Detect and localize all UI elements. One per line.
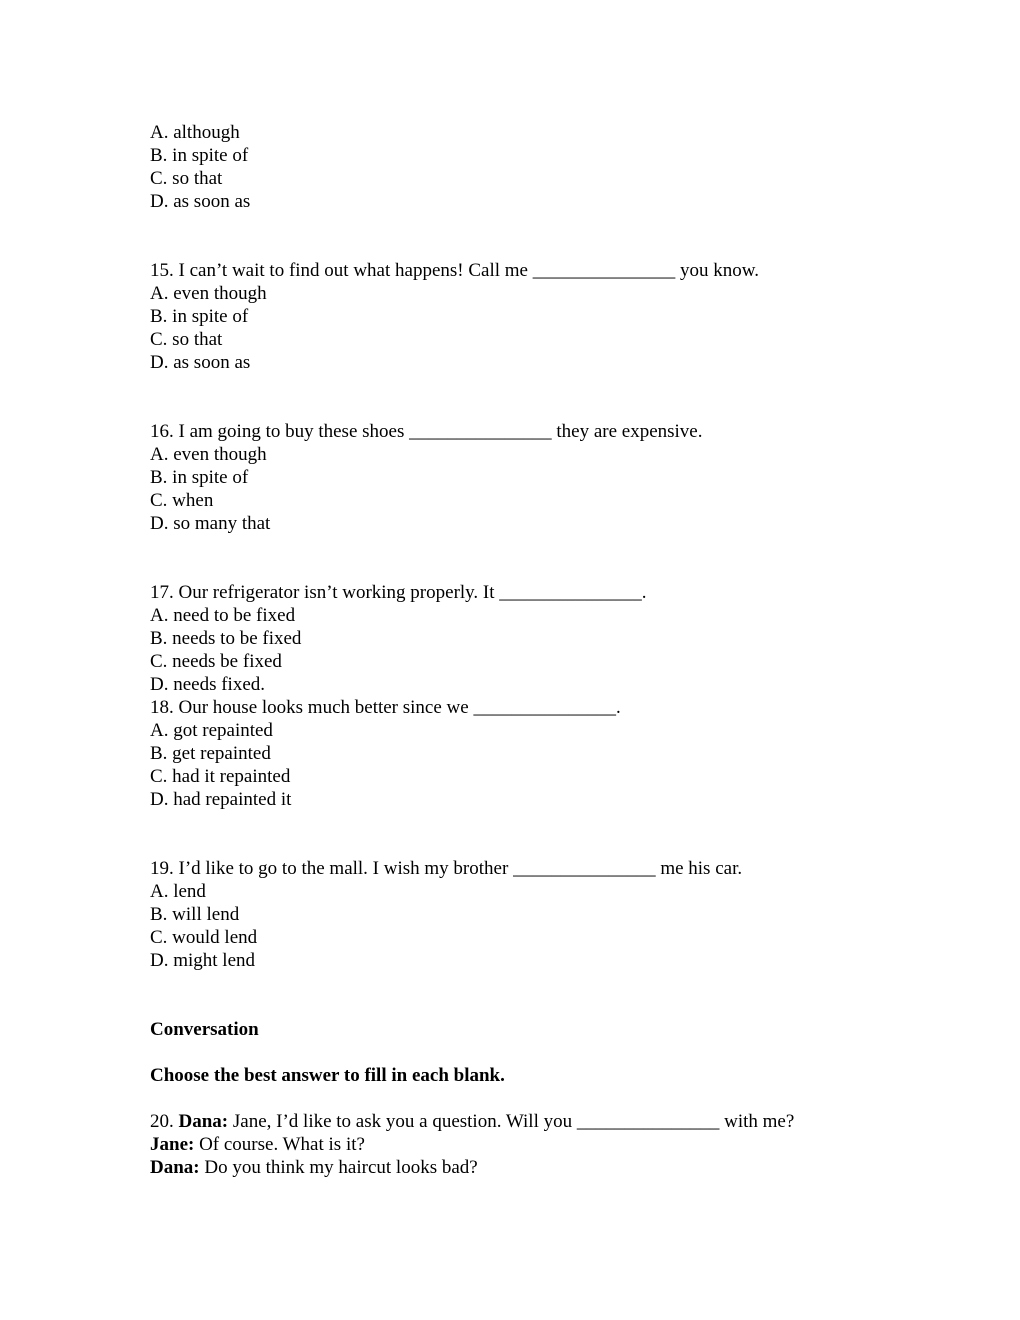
stem-text: 19. I’d like to go to the mall. I wish my brother [150, 858, 514, 879]
answer-blank: _______________ [409, 421, 552, 442]
option-c: C. had it repainted [150, 766, 291, 787]
answer-blank: _______________ [499, 582, 642, 603]
stem-text-end: . [615, 697, 621, 718]
answer-blank: _______________ [576, 1111, 720, 1132]
question-14-options [150, 121, 910, 213]
option-a: A. need to be fixed [150, 605, 296, 626]
option-b: B. will lend [150, 904, 240, 925]
question-number: 20. [150, 1111, 179, 1132]
option-d: D. needs fixed. [150, 674, 266, 695]
dialogue-text-end: with me? [719, 1111, 795, 1132]
question-stem [150, 696, 910, 719]
option-c: C. so that [150, 168, 223, 189]
question-18 [150, 696, 910, 811]
stem-text-end: you know. [675, 260, 759, 281]
option-a: A. even though [150, 444, 267, 465]
option-c: C. needs be fixed [150, 651, 282, 672]
option-d: D. as soon as [150, 352, 251, 373]
option-d: D. might lend [150, 950, 256, 971]
option-d: D. so many that [150, 513, 271, 534]
dialogue-line-1 [150, 1110, 910, 1133]
stem-text: 17. Our refrigerator isn’t working properly. It [150, 582, 500, 603]
question-stem [150, 259, 910, 282]
dialogue-text: Of course. What is it? [194, 1134, 365, 1155]
section-instruction: Choose the best answer to fill in each blank. [150, 1065, 505, 1086]
option-b: B. in spite of [150, 467, 249, 488]
answer-blank: _______________ [473, 697, 616, 718]
stem-text: 18. Our house looks much better since we [150, 697, 474, 718]
section-heading: Conversation [150, 1019, 259, 1040]
option-b: B. needs to be fixed [150, 628, 302, 649]
question-stem [150, 857, 910, 880]
option-a: A. even though [150, 283, 267, 304]
stem-text-end: . [641, 582, 647, 603]
option-c: C. so that [150, 329, 223, 350]
question-16 [150, 420, 910, 535]
option-b: B. in spite of [150, 145, 249, 166]
option-d: D. had repainted it [150, 789, 292, 810]
option-b: B. get repainted [150, 743, 271, 764]
document-page [150, 121, 910, 1179]
answer-blank: _______________ [513, 858, 656, 879]
option-a: A. although [150, 122, 240, 143]
speaker-label: Dana: [178, 1111, 229, 1132]
question-15 [150, 259, 910, 374]
question-stem [150, 420, 910, 443]
option-b: B. in spite of [150, 306, 249, 327]
stem-text-end: they are expensive. [551, 421, 703, 442]
option-a: A. got repainted [150, 720, 273, 741]
speaker-label: Dana: [150, 1157, 200, 1178]
question-19 [150, 857, 910, 972]
dialogue-line-3 [150, 1156, 910, 1179]
dialogue-line-2 [150, 1133, 910, 1156]
speaker-label: Jane: [150, 1134, 195, 1155]
dialogue-text: Jane, I’d like to ask you a question. Will you [228, 1111, 577, 1132]
question-20 [150, 1110, 910, 1179]
question-17 [150, 581, 910, 696]
question-stem [150, 581, 910, 604]
stem-text: 15. I can’t wait to find out what happens! Call me [150, 260, 533, 281]
dialogue-text: Do you think my haircut looks bad? [199, 1157, 478, 1178]
stem-text: 16. I am going to buy these shoes [150, 421, 410, 442]
option-d: D. as soon as [150, 191, 251, 212]
stem-text-end: me his car. [655, 858, 743, 879]
answer-blank: _______________ [532, 260, 676, 281]
option-c: C. when [150, 490, 214, 511]
option-c: C. would lend [150, 927, 258, 948]
option-a: A. lend [150, 881, 206, 902]
